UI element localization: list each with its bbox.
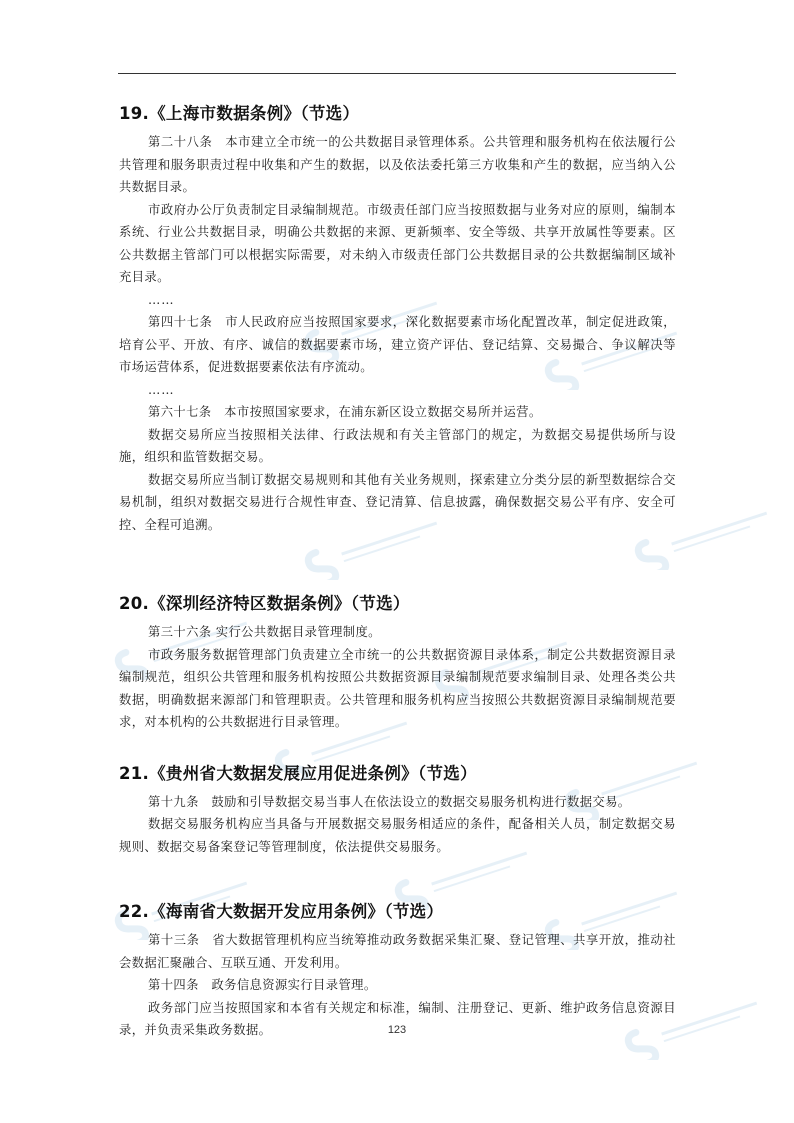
paragraph: 市政府办公厅负责制定目录编制规范。市级责任部门应当按照数据与业务对应的原则，编制本系统、行业公共数据目录，明确公共数据的来源、更新频率、安全等级、共享开放属性等要素。区公共数据主管部门可以根据实际需要，对未纳入市级责任部门公共数据目录的公共数据编制区域补充目录。 xyxy=(119,202,676,284)
ellipsis: …… xyxy=(148,292,175,307)
section-22 xyxy=(119,898,676,1042)
paragraph: 第十三条 省大数据管理机构应当统筹推动政务数据采集汇聚、登记管理、共享开放，推动社会数据汇聚融合、互联互通、开发利用。 xyxy=(119,933,676,970)
paragraph: 数据交易所应当按照相关法律、行政法规和有关主管部门的规定，为数据交易提供场所与设施，组织和监管数据交易。 xyxy=(119,427,676,464)
section-20 xyxy=(119,590,676,734)
page-number: 123 xyxy=(387,1024,407,1036)
section-21 xyxy=(119,760,676,859)
paragraph: 第四十七条 市人民政府应当按照国家要求，深化数据要素市场化配置改革，制定促进政策，培育公平、开放、有序、诚信的数据要素市场，建立资产评估、登记结算、交易撮合、争议解决等市场运营体系，促进数据要素依法有序流动。 xyxy=(119,315,676,374)
document-body xyxy=(119,100,676,1042)
paragraph: 第六十七条 本市按照国家要求，在浦东新区设立数据交易所并运营。 xyxy=(148,405,542,419)
ellipsis: …… xyxy=(148,382,175,397)
paragraph: 数据交易所应当制订数据交易规则和其他有关业务规则，探索建立分类分层的新型数据综合交易机制，组织对数据交易进行合规性审查、登记清算、信息披露，确保数据交易公平有序、安全可控、全程可追溯。 xyxy=(119,472,676,532)
paragraph: 第十四条 政务信息资源实行目录管理。 xyxy=(148,978,377,992)
section-19 xyxy=(119,100,676,536)
paragraph: 第三十六条 实行公共数据目录管理制度。 xyxy=(148,625,381,639)
paragraph: 市政务服务数据管理部门负责建立全市统一的公共数据资源目录体系，制定公共数据资源目录编制规范，组织公共管理和服务机构按照公共数据资源目录编制规范要求编制目录、处理各类公共数据，明确数据来源部门和管理职责。公共管理和服务机构应当按照公共数据资源目录编制规范要求，对本机构的公共数据进行目录管理。 xyxy=(119,647,676,729)
header-rule xyxy=(118,73,676,74)
paragraph: 第二十八条 本市建立全市统一的公共数据目录管理体系。公共管理和服务机构在依法履行公共管理和服务职责过程中收集和产生的数据，以及依法委托第三方收集和产生的数据，应当纳入公共数据目录。 xyxy=(119,135,676,194)
section-title: 19.《上海市数据条例》（节选） xyxy=(119,104,360,123)
section-title: 20.《深圳经济特区数据条例》（节选） xyxy=(119,594,410,613)
section-title: 22.《海南省大数据开发应用条例》（节选） xyxy=(119,902,444,921)
section-title: 21.《贵州省大数据发展应用促进条例》（节选） xyxy=(119,763,477,783)
paragraph: 第十九条 鼓励和引导数据交易当事人在依法设立的数据交易服务机构进行数据交易。 xyxy=(148,794,631,809)
paragraph: 政务部门应当按照国家和本省有关规定和标准，编制、注册登记、更新、维护政务信息资源目录，并负责采集政务数据。 xyxy=(119,1000,676,1037)
paragraph: 数据交易服务机构应当具备与开展数据交易服务相适应的条件，配备相关人员，制定数据交易规则、数据交易备案登记等管理制度，依法提供交易服务。 xyxy=(119,817,676,854)
